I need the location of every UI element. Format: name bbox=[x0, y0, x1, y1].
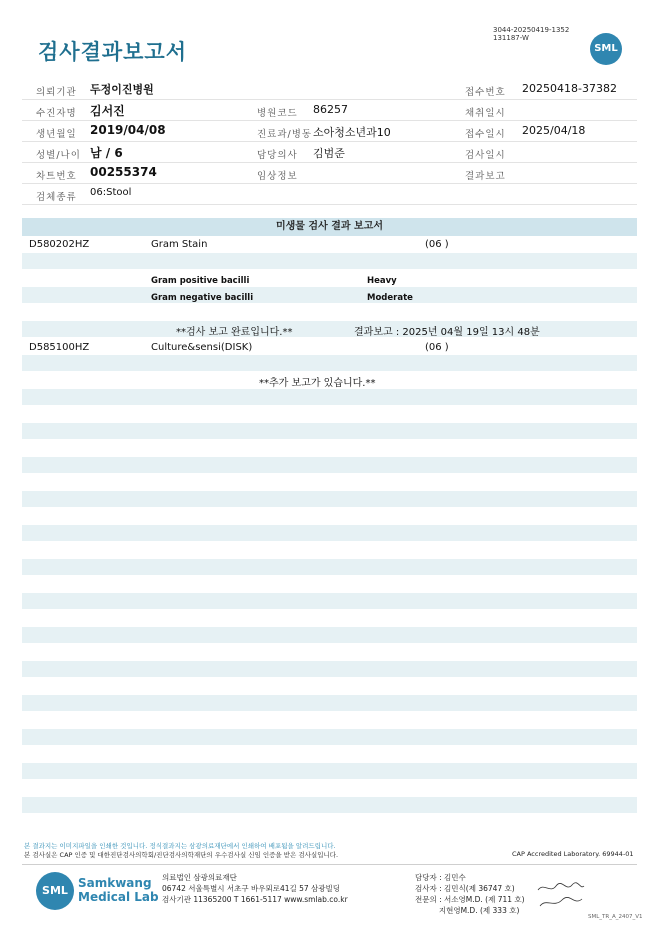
department: 소아청소년과10 bbox=[313, 126, 391, 139]
specimen-type: 06:Stool bbox=[90, 187, 132, 198]
result-value: Heavy bbox=[367, 276, 397, 286]
accreditation-notice: 본 검사실은 CAP 인증 및 대한진단검사의학회/진단검사의학재단의 우수검사실 신임 인증을 받은 검사실입니다. bbox=[24, 851, 339, 859]
birth-date: 2019/04/08 bbox=[90, 123, 166, 137]
hospital-code: 86257 bbox=[313, 103, 348, 116]
lab-name: Samkwang Medical Lab bbox=[78, 876, 159, 904]
sex-age: 남 / 6 bbox=[90, 146, 123, 160]
info-row: 생년월일 2019/04/08 진료과/병동 소아청소년과10 접수일시 2025/04/18 bbox=[22, 121, 637, 142]
divider bbox=[22, 864, 637, 865]
test-name: Gram Stain bbox=[151, 239, 208, 250]
form-code: SML_TR_A_2407_V1 bbox=[588, 914, 643, 920]
page-title: 검사결과보고서 bbox=[38, 40, 188, 64]
table-row bbox=[22, 457, 637, 473]
table-row bbox=[22, 763, 637, 779]
staff-list: 담당자 : 김민수 검사자 : 김민식(제 36747 호) 전문의 : 서소영M.D. (제 711 호) 지현영M.D. (제 333 호) bbox=[415, 873, 525, 915]
table-row bbox=[22, 389, 637, 405]
result-value: Moderate bbox=[367, 293, 413, 303]
table-row bbox=[22, 661, 637, 677]
reference-number: 3044-20250419-1352 131187-W bbox=[493, 26, 570, 42]
sml-logo-icon: SML bbox=[36, 872, 74, 910]
accession-number: 20250418-37382 bbox=[522, 82, 617, 95]
table-row bbox=[22, 797, 637, 813]
specimen-code: (06 ) bbox=[425, 239, 449, 250]
table-row bbox=[22, 491, 637, 507]
test-code: D580202HZ bbox=[29, 239, 90, 250]
info-row: 의뢰기관 두정이진병원 접수번호 20250418-37382 bbox=[22, 79, 637, 100]
table-row bbox=[22, 695, 637, 711]
test-name: Culture&sensi(DISK) bbox=[151, 342, 253, 353]
receipt-date: 2025/04/18 bbox=[522, 124, 586, 137]
patient-name: 김서진 bbox=[90, 104, 125, 118]
result-label: Gram negative bacilli bbox=[151, 293, 254, 303]
table-row bbox=[22, 355, 637, 371]
chart-number: 00255374 bbox=[90, 165, 157, 179]
result-label: Gram positive bacilli bbox=[151, 276, 250, 286]
table-row bbox=[22, 525, 637, 541]
table-row bbox=[22, 729, 637, 745]
report-complete: **검사 보고 완료입니다.** bbox=[176, 327, 293, 338]
sml-logo-icon: SML bbox=[590, 33, 622, 65]
table-row bbox=[22, 253, 637, 269]
cap-accreditation: CAP Accredited Laboratory. 69944-01 bbox=[512, 850, 634, 858]
lab-address: 의료법인 삼광의료재단 06742 서울특별시 서초구 바우뫼로41길 57 삼광빌딩 검사기관 11365200 T 1661-5117 www.smlab.co.kr bbox=[162, 873, 348, 904]
image-notice: 본 결과지는 이미지파일을 인쇄한 것입니다. 정식결과지는 삼광의료재단에서 인쇄하여 배포됨을 알려드립니다. bbox=[24, 842, 336, 850]
table-row bbox=[22, 559, 637, 575]
section-title: 미생물 검사 결과 보고서 bbox=[22, 218, 637, 236]
report-time: 결과보고 : 2025년 04월 19일 13시 48분 bbox=[354, 327, 540, 338]
signature-icon bbox=[536, 880, 586, 910]
info-row: 수진자명 김서진 병원코드 86257 채취일시 bbox=[22, 100, 637, 121]
test-code: D585100HZ bbox=[29, 342, 90, 353]
info-row: 차트번호 00255374 임상정보 결과보고 bbox=[22, 163, 637, 184]
table-row bbox=[22, 627, 637, 643]
requesting-institution: 두정이진병원 bbox=[90, 83, 154, 96]
additional-report: **추가 보고가 있습니다.** bbox=[259, 378, 376, 389]
physician: 김범준 bbox=[313, 147, 345, 160]
table-row bbox=[22, 321, 637, 337]
info-row: 성별/나이 남 / 6 담당의사 김범준 검사일시 bbox=[22, 142, 637, 163]
info-row: 검체종류 06:Stool bbox=[22, 184, 637, 205]
table-row bbox=[22, 287, 637, 303]
table-row bbox=[22, 423, 637, 439]
table-row bbox=[22, 593, 637, 609]
specimen-code: (06 ) bbox=[425, 342, 449, 353]
